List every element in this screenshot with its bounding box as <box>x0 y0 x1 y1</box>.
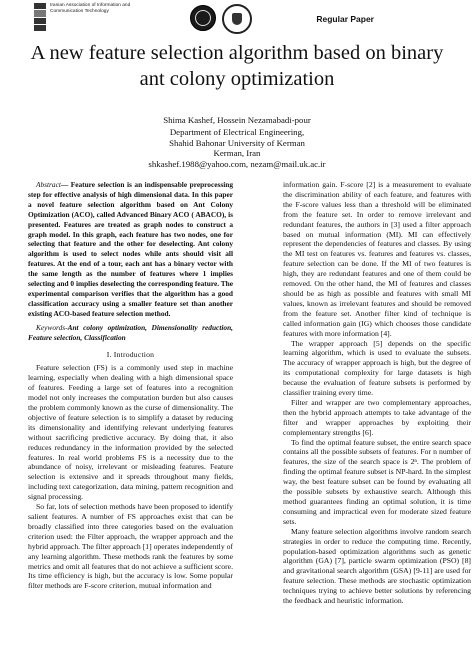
paper-title: A new feature selection algorithm based on binary ant colony optimization <box>30 42 444 90</box>
abstract <box>28 180 233 319</box>
paragraph: The wrapper approach [5] depends on the specific learning algorithm, which is used to evaluate the subsets. The accuracy of wrapper approach is high, but the degree of its computational complexity for large datasets is high because the evaluation of feature subsets is performed by classifier training every time. <box>283 338 471 398</box>
paragraph: information gain. F-score [2] is a measurement to evaluate the discrimination ability of each feature, and features with the F-score values less than a threshold will be eliminated from the feature set. In order to remove irrelevant and redundant features, the authors in [3] used a filter approach based on mutual information (MI). MI can effectively represent the dependencies of features and classes. By using the MI test on features vs. features and features vs. classes, feature selection can be done. If the MI of two features is high, they are redundant features and one of them could be removed. On the other hand, the MI of features and classes should be as high as possible and features with small MI values, known as irrelevant features and should be removed from the feature set. Another filter kind of technique is called information gain (IG) which chooses those candidate features with more information [4]. <box>283 180 471 338</box>
association-logo-text: Iranian Association of Information and Communication Technology <box>50 3 131 14</box>
left-column <box>28 180 233 591</box>
author-block <box>120 115 354 169</box>
association-logo <box>34 3 46 31</box>
keywords-text: Ant colony optimization, Dimensionality reduction, Feature selection, Classification <box>28 322 233 342</box>
keywords <box>28 323 233 343</box>
author-names: Shima Kashef, Hossein Nezamabadi-pour <box>163 115 311 125</box>
abstract-text: — Feature selection is an indispensable preprocessing step for effective analysis of high dimensional data. In this paper a novel feature selection algorithm based on Ant Colony Optimization (ACO), called Advanced Binary ACO ( ABACO), is presented. Features are treated as graph nodes to construct a graph model. In this graph, each feature has two nodes, one for selecting that feature and the other for deselecting. Ant colony algorithm is used to select nodes while ants should visit all features. At the end of a tour, each ant has a binary vector with the same length as the number of features where 1 implies selecting and 0 implies deselecting the corresponding feature. The experimental comparison verifies that the algorithm has a good classification accuracy using a smaller feature set than another existing ACO-based feature selection method. <box>28 180 234 318</box>
author-university: Shahid Bahonar University of Kerman <box>169 137 305 148</box>
paragraph: Many feature selection algorithms involve random search strategies in order to reduce the computing time. Recently, population-based optimization algorithms such as genetic algorithm (GA) [7], particle swarm optimization (PSO) [8] and gravitational search algorithm (GSA) [9-11] are used for feature selection. These methods are stochastic optimization techniques trying to achieve better solutions by referencing the feedback and heuristic information. <box>283 526 471 606</box>
paragraph: To find the optimal feature subset, the entire search space contains all the possible subsets of features. For n number of features, the size of the search space is 2ⁿ. The problem of finding the optimal feature subset is NP-hard. In the simplest way, the best feature subset can be found by evaluating all the possible subsets by exhaustive search. Although this method guarantees finding an optimal solution, it is time consuming and impractical even for moderate sized feature sets. <box>283 437 471 526</box>
right-column <box>283 180 471 606</box>
paragraph: Feature selection (FS) is a commonly used step in machine learning, especially when dealing with a high dimensional space of features. Feeding a large set of features into a recognition model not only increases the computation burden but also causes the problem commonly known as the curse of dimensionality. The objective of feature selection is to simplify a dataset by reducing its dimensionality and identifying relevant underlying features without sacrificing predictive accuracy. By doing that, it also reduces redundancy in the information provided by the selected features. In real world problems FS is a necessity due to the abundance of noisy, irrelevant or misleading features. Feature selection is extensive and it spreads throughout many fields, including text categorization, data mining, pattern recognition and signal processing. <box>28 363 233 502</box>
author-email: shkashef.1988@yahoo.com, nezam@mail.uk.ac.ir <box>148 158 326 169</box>
section-heading-introduction: I. Introduction <box>106 349 155 359</box>
keywords-lead: Keywords- <box>36 322 68 332</box>
author-department: Department of Electrical Engineering, <box>169 127 305 138</box>
university-seal <box>222 4 252 34</box>
author-city: Kerman, Iran <box>213 148 261 159</box>
paragraph: Filter and wrapper are two complementary approaches, then the hybrid approach attempts to take advantage of the filter and wrapper approaches by exploiting their complementary strengths [6]. <box>283 397 471 437</box>
paper-type-label: Regular Paper <box>316 14 374 24</box>
paragraph: So far, lots of selection methods have been proposed to identify salient features. A number of FS approaches exist that can be broadly classified into three categories based on the evaluation criterion used: the Filter approach, the wrapper approach and the hybrid approach. The filter approach [1] operates independently of any learning algorithm. These methods rank the features by some metrics and omit all features that do not achieve a sufficient score. Its time efficiency is high, but the accuracy is low. Some popular filter methods are F-score criterion, mutual information and <box>28 502 233 591</box>
journal-seal <box>190 5 216 31</box>
page-header <box>0 0 474 34</box>
abstract-lead: Abstract <box>36 180 61 189</box>
